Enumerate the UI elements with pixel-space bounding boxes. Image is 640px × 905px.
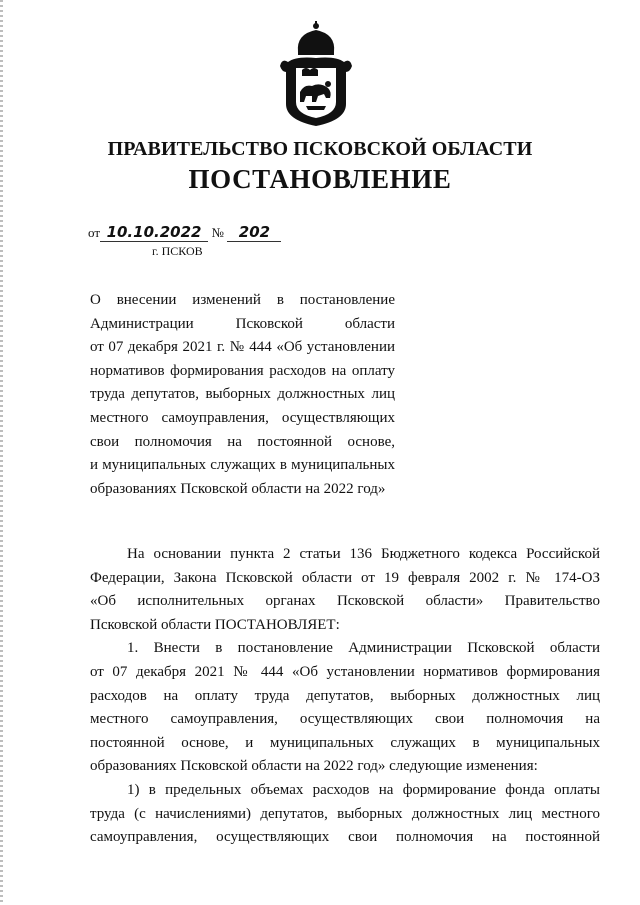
number-prefix: № — [211, 225, 224, 240]
pskov-coat-of-arms-icon — [276, 18, 356, 128]
body-line: образованиях Псковской области на 2022 год» следующие изменения: — [90, 758, 538, 775]
document-meta — [88, 224, 281, 242]
subject-line: местного самоуправления, осуществляющих — [90, 409, 395, 426]
body-line: расходов на оплату труда депутатов, выборных должностных лиц — [90, 687, 600, 704]
subject-line: от 07 декабря 2021 г. № 444 «Об установлении — [90, 339, 395, 356]
subject-line: нормативов формирования расходов на оплату — [90, 362, 395, 379]
body-line: Федерации, Закона Псковской области от 19 февраля 2002 г. № 174-ОЗ — [90, 569, 600, 586]
date-prefix: от — [88, 225, 101, 240]
body-line: На основании пункта 2 статьи 136 Бюджетного кодекса Российской — [127, 546, 600, 562]
subject-line: труда депутатов, выборных должностных лиц — [90, 386, 395, 403]
subject-line: образованиях Псковской области на 2022 год» — [90, 480, 386, 497]
body-line: 1. Внести в постановление Администрации Псковской области — [127, 640, 600, 657]
body-line: Псковской области ПОСТАНОВЛЯЕТ: — [90, 616, 340, 633]
subject-line: свои полномочия на постоянной основе, — [90, 433, 395, 450]
document-body — [90, 543, 600, 850]
organization-title: ПРАВИТЕЛЬСТВО ПСКОВСКОЙ ОБЛАСТИ — [107, 138, 533, 160]
subject-line: Администрации Псковской области — [90, 315, 395, 332]
body-line: 1) в предельных объемах расходов на формирование фонда оплаты — [127, 781, 600, 798]
city-label: г. ПСКОВ — [152, 244, 203, 258]
document-number: 202 — [227, 224, 281, 242]
document-date: 10.10.2022 — [100, 224, 208, 242]
body-line: местного самоуправления, осуществляющих свои полномочия на — [90, 711, 600, 728]
body-line: от 07 декабря 2021 № 444 «Об установлении нормативов формирования — [90, 663, 600, 680]
subject-line: О внесении изменений в постановление — [90, 292, 395, 308]
subject-line: и муниципальных служащих в муниципальных — [90, 457, 395, 474]
body-line: самоуправления, осуществляющих свои полномочия на постоянной — [90, 829, 600, 846]
scan-page-edge — [0, 0, 3, 905]
document-type-title: ПОСТАНОВЛЕНИЕ — [188, 164, 452, 194]
body-line: постоянной основе, и муниципальных служащих в муниципальных — [90, 734, 600, 751]
body-line: «Об исполнительных органах Псковской области» Правительство — [90, 593, 600, 610]
body-line: труда (с начислениями) депутатов, выборных должностных лиц местного — [90, 805, 600, 822]
document-subject — [90, 289, 395, 501]
